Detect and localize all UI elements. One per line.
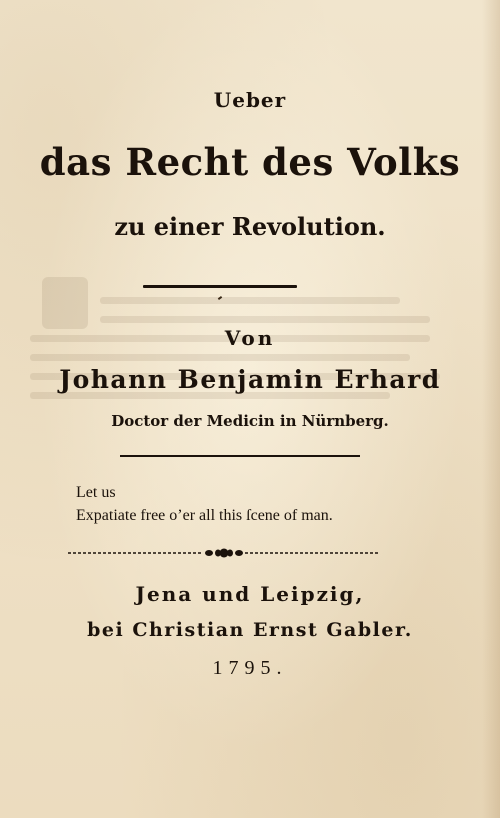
imprint-publisher: bei Christian Ernst Gabler. bbox=[87, 619, 413, 641]
over-title: Ueber bbox=[213, 88, 287, 112]
subtitle: zu einer Revolution. bbox=[114, 212, 386, 241]
main-title: das Recht des Volks bbox=[39, 140, 461, 184]
author-title: Doctor der Medicin in Nürnberg. bbox=[111, 412, 389, 430]
epigraph-line-2: Expatiate free o’er all this ſcene of man. bbox=[76, 507, 333, 524]
imprint-place: Jena und Leipzig, bbox=[135, 582, 365, 606]
ornamental-rule bbox=[68, 545, 380, 561]
by-line: Von bbox=[224, 326, 276, 350]
epigraph bbox=[76, 481, 333, 527]
author-name: Johann Benjamin Erhard bbox=[59, 365, 441, 394]
title-rule bbox=[143, 285, 297, 288]
author-rule bbox=[120, 455, 360, 457]
imprint-year: 1795. bbox=[212, 657, 288, 679]
epigraph-line-1: Let us bbox=[76, 484, 116, 501]
ghost-initial bbox=[42, 277, 88, 329]
